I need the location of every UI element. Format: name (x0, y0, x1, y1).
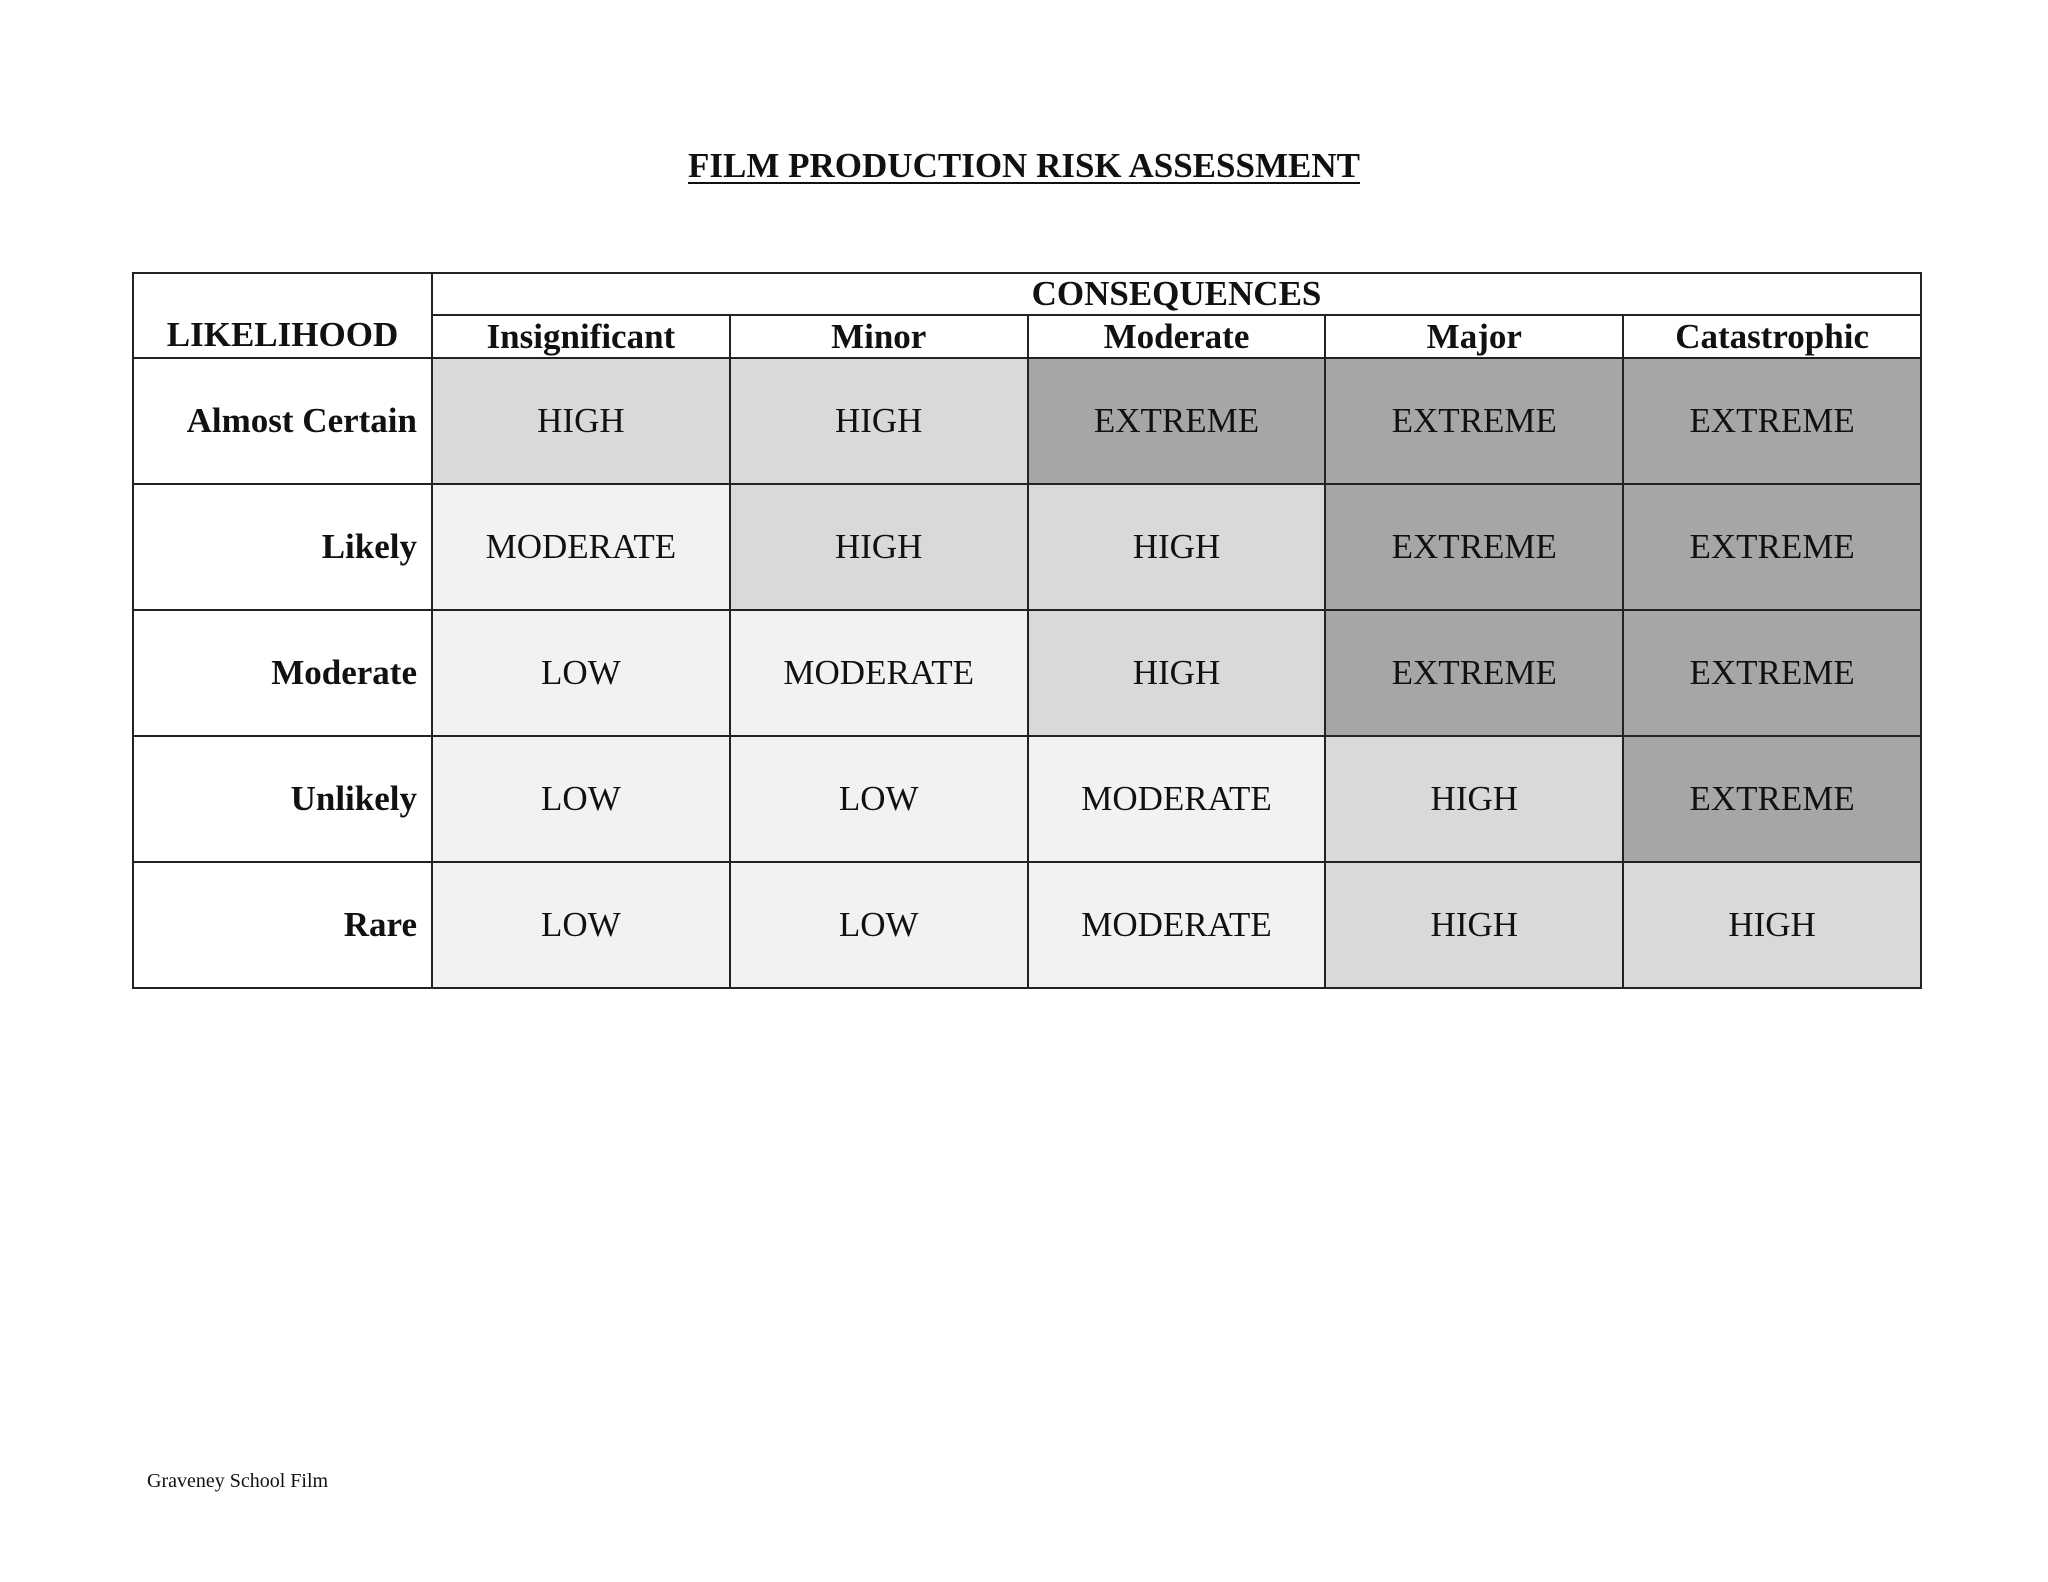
likelihood-header: LIKELIHOOD (133, 273, 432, 358)
risk-cell: EXTREME (1325, 358, 1623, 484)
risk-cell: HIGH (1028, 484, 1326, 610)
risk-cell: HIGH (1325, 862, 1623, 988)
column-header: Insignificant (432, 315, 730, 358)
risk-cell: MODERATE (1028, 862, 1326, 988)
table-row (133, 484, 1921, 610)
risk-cell: EXTREME (1028, 358, 1326, 484)
risk-cell: EXTREME (1623, 736, 1921, 862)
risk-cell: LOW (432, 736, 730, 862)
consequences-header: CONSEQUENCES (432, 273, 1921, 315)
risk-cell: EXTREME (1623, 358, 1921, 484)
risk-cell: MODERATE (432, 484, 730, 610)
risk-cell: MODERATE (1028, 736, 1326, 862)
column-header: Moderate (1028, 315, 1326, 358)
header-row-consequences (133, 273, 1921, 315)
risk-cell: HIGH (432, 358, 730, 484)
risk-cell: HIGH (1623, 862, 1921, 988)
risk-cell: HIGH (730, 358, 1028, 484)
row-label: Likely (133, 484, 432, 610)
table-row (133, 736, 1921, 862)
row-label: Rare (133, 862, 432, 988)
risk-cell: LOW (730, 862, 1028, 988)
risk-cell: EXTREME (1623, 484, 1921, 610)
risk-cell: EXTREME (1623, 610, 1921, 736)
risk-cell: EXTREME (1325, 484, 1623, 610)
risk-cell: HIGH (730, 484, 1028, 610)
table-row (133, 358, 1921, 484)
table-row (133, 862, 1921, 988)
risk-matrix-table (132, 272, 1922, 989)
column-header: Major (1325, 315, 1623, 358)
risk-cell: MODERATE (730, 610, 1028, 736)
risk-cell: HIGH (1325, 736, 1623, 862)
footer-text: Graveney School Film (147, 1470, 329, 1492)
page-title: FILM PRODUCTION RISK ASSESSMENT (688, 146, 1360, 185)
risk-cell: LOW (432, 610, 730, 736)
row-label: Almost Certain (133, 358, 432, 484)
row-label: Moderate (133, 610, 432, 736)
risk-cell: LOW (730, 736, 1028, 862)
column-header: Minor (730, 315, 1028, 358)
risk-cell: EXTREME (1325, 610, 1623, 736)
risk-cell: LOW (432, 862, 730, 988)
row-label: Unlikely (133, 736, 432, 862)
column-header: Catastrophic (1623, 315, 1921, 358)
table-row (133, 610, 1921, 736)
risk-cell: HIGH (1028, 610, 1326, 736)
